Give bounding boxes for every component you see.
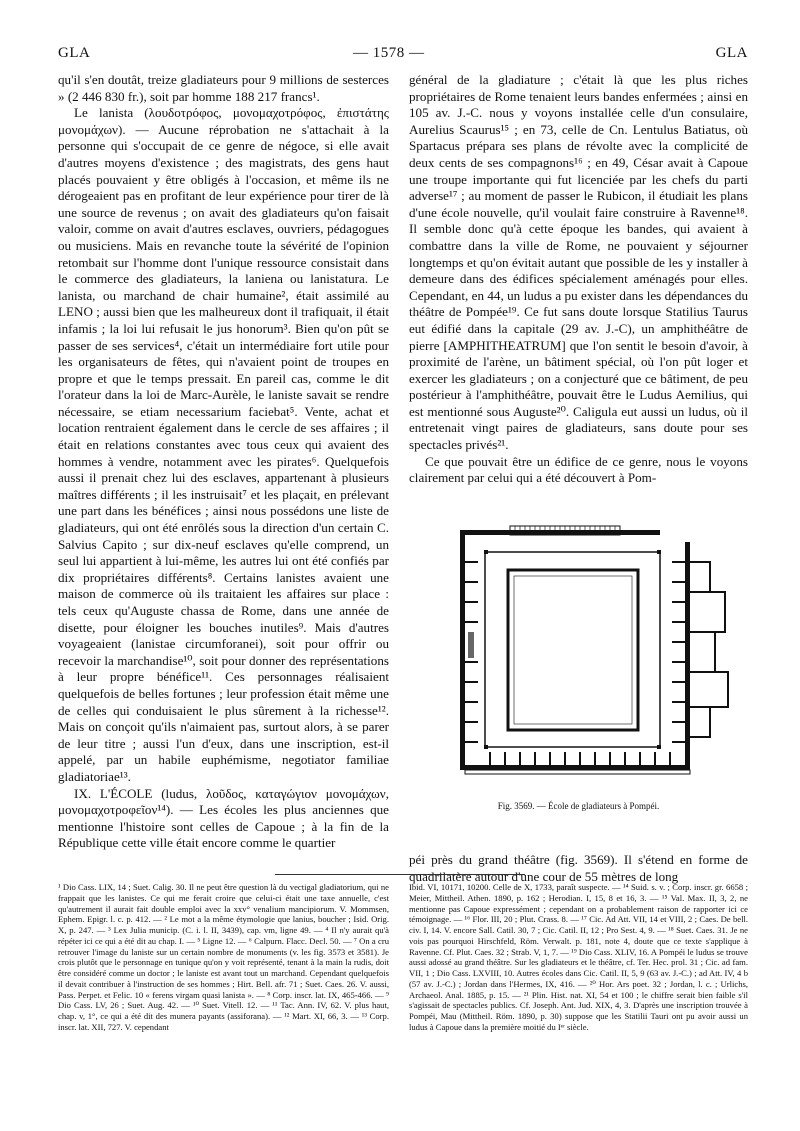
right-column xyxy=(409,72,748,487)
gladiator-school-plan-figure xyxy=(440,522,740,790)
paragraph: qu'il s'en doutât, treize gladiateurs pour 9 millions de sesterces » (2 446 830 fr.), soit par homme 188 217 francs¹. xyxy=(58,72,389,104)
running-head-left: GLA xyxy=(58,45,91,61)
figure-caption: Fig. 3569. — École de gladiateurs à Pompéi. xyxy=(497,801,660,811)
paragraph-ecole: IX. L'ÉCOLE (ludus, λοῦδος, καταγώγιον μονομάχων, μονομαχοτροφεῖον¹⁴). — Les écoles les plus anciennes que mentionne l'histoire sont celles de Capoue ; à la fin de la République cette ville était encore comme le quartier xyxy=(58,785,389,851)
right-column-continued xyxy=(409,852,748,885)
paragraph: général de la gladiature ; c'était là que les plus riches propriétaires de Rome tenaient leurs bandes enfermées ; ainsi en 105 av. J.-C. nous y voyons installée celle d'un consulaire, Aurelius Scaurus¹⁵ ; en 73, celle de Cn. Lentulus Batiatus, où Spartacus prépara ses plans de révolte avec la complicité de deux cents de ses compagnons¹⁶ ; en 49, César avait à Capoue une troupe importante qui fut licenciée par les chefs du parti adverse¹⁷ ; au moment de passer le Rubicon, il étudiait les plans d'une école nouvelle, qu'il voulait faire construire à Ravenne¹⁸. Il semble donc qu'à cette époque les bandes, qui avaient à combattre dans la ville de Rome, ne pouvaient y séjourner longtemps et qu'on évitait autant que possible de les y installer à demeure dans des édifices spécialement aménagés pour elles. Cependant, en 44, un ludus a pu exister dans les dépendances du théâtre de Pompée¹⁹. Ce fut sans doute lorsque Statilius Taurus eut édifié dans la capitale (29 av. J.-C), un amphithéâtre de pierre [AMPHITHEATRUM] que l'on sentit le besoin d'avoir, à proximité de l'arène, un bâtiment spécial, où l'on pût loger et exercer les gladiateurs ; on a conjecturé que ce bâtiment, de peu postérieur à l'amphithéâtre, pouvait être le Ludus Aemilius, qui est mentionné sous Auguste²⁰. Caligula eut aussi un ludus, où il entretenait vingt paires de gladiateurs, sans doute pour ses spectacles privés²¹. xyxy=(409,72,748,453)
page-header xyxy=(58,45,748,67)
paragraph-lanista: Le lanista (λουδοτρόφος, μονομαχοτρόφος, ἐπιστάτης μονομάχων). — Aucune réprobation ne s'attachait à la personne qui s'occupait de ce genre de négoce, si elle avait d'autres moyens d'existence ; des magistrats, des gens haut placés pouvaient y être obligés à l'occasion, et même ils ne dérogeaient pas en profitant de leur expérience pour tirer de là une source de revenus ; on avait des gladiateurs qu'on faisait valoir, comme on avait d'autres esclaves, ouvriers, pédagogues ou musiciens. Mais en revanche toute la sévérité de l'opinion retombait sur l'homme dont l'unique ressource consistait dans le commerce des gladiateurs, la laniena ou lanistatura. Le lanista, ou marchand de chair humaine², était assimilé au LENO ; aussi bien que les malheureux dont il trafiquait, il était infamis ; la loi lui refusait le jus honorum³. Bien qu'on pût se passer de ses services⁴, c'était un intermédiaire fort utile pour les organisateurs de fêtes, qui n'avaient point de troupes en propre et que le temps pressait. En pareil cas, comme le dit l'orateur dans la loi de Marc-Aurèle, le laniste savait se rendre nécessaire, se etiam necessarium faciebat⁵. Vente, achat et location rentraient également dans le cercle de ses affaires ; il était en relations constantes avec tous ceux qui avaient des hommes à vendre, notamment avec les pirates⁶. Quelquefois aussi il prenait chez lui des esclaves, appartenant à plusieurs maîtres différents ; il les instruisait⁷ et les plaçait, en prélevant une part dans les bénéfices ; ainsi nous possédons une liste de gladiateurs, qui ont été enrôlés sous la direction d'un certain C. Salvius Capito ; sur dix-neuf esclaves qu'elle comprend, un seul lui appartient à lui-même, les autres lui ont été confiés par dix propriétaires différents⁸. Certains lanistes avaient une maison de commerce où ils traitaient les affaires sur place : tels ceux qu'Auguste chassa de Rome, dans une année de disette, pour éloigner les bouches inutiles⁹. Mais d'autres voyageaient (lanistae circumforanei), soit pour offrir ou recevoir la marchandise¹⁰, soit pour donner des représentations à leur propre bénéfice¹¹. Ces personnages réalisaient quelquefois de belles fortunes ; leur profession était même une de celles qui conduisaient le plus sûrement à la richesse¹². Mais on conçoit qu'ils n'aimaient pas, surtout alors, à se parer de leur titre ; aussi l'un d'eux, dans une inscription, est-il appelé, par un habile euphémisme, negotiator familiae gladiatoriae¹³. xyxy=(58,105,389,784)
footnotes-text: ¹ Dio Cass. LIX, 14 ; Suet. Calig. 30. Il ne peut être question là du vectigal gladiatorium, qui ne frappait que les lanistes. Ce qui me ferait croire que celui-ci était une taxe annuelle, c'est qu'autrement il aurait fait double emploi avec la xxv° venalium mancipiorum. V. Mommsen, Ephem. Epigr. l. c. p. 412. — ² Le mot a la même étymologie que lanius, boucher ; Isid. Orig. X, p. 247. — ³ Lex Julia municip. (C. i. l. II, 3439), cap. vm, ligne 49. — ⁴ Il n'y aurait qu'à répéter ici ce qui a été dit au chap. I. — ⁵ Ligne 12. — ⁶ Calpurn. Flacc. Decl. 50. — ⁷ On a cru retrouver l'image du laniste sur un certain nombre de monuments (v. les fig. 3573 et 3581). Je crois plutôt que le personnage en tunique qu'on y voit représenté, tenant à la main la rudis, doit être considéré comme un doctor ; le laniste est avant tout un marchand. Cependant quelquefois il devait contribuer à l'instruction de ses hommes ; Hirt. Bell. afr. 71 ; Suet. Caes. 26. V. aussi, Pass. Perpet. et Felic. 10 « ferens virgam quasi lanista ». — ⁸ Corp. inscr. lat. IX, 465-466. — ⁹ Dio Cass. LV, 26 ; Suet. Aug. 42. — ¹⁰ Suet. Vitell. 12. — ¹¹ Tac. Ann. IV, 62. V. plus haut, chap. v, 1°, ce qui a été dit des munera payants (assiforana). — ¹² Mart. XI, 66, 3. — ¹³ Corp. inscr. lat. XII, 727. V. cependant xyxy=(58,882,389,1032)
footnote-separator xyxy=(275,874,525,875)
footnotes-text: Ibid. VI, 10171, 10200. Celle de X, 1733, paraît suspecte. — ¹⁴ Suid. s. v. ; Corp. inscr. gr. 6658 ; Meier, Mittheil. Athen. 1890, p. 162 ; Herodian. I, 15, 8 et 16, 3. — ¹⁵ Val. Max. II, 3, 2, ne mentionne pas Capoue expressément ; cependant on a probablement raison de rapporter ici ce témoignage. — ¹⁶ Flor. III, 20 ; Plut. Crass. 8. — ¹⁷ Cic. Ad Att. VII, 14 et VIII, 2 ; Caes. De bell. civ. I, 14. V. encore Sall. Catil. 30, 7 ; Cic. Catil. II, 12 ; Pro Sest. 4, 9. — ¹⁸ Suet. Caes. 31. Je ne vois pas pourquoi Hirschfeld, Röm. Verwalt. p. 181, note 4, doute que ce texte s'applique à Ravenne. Cf. Plut. Caes. 32 ; Strab. V, 1, 7. — ¹⁹ Dio Cass. XLIV, 16. A Pompéi le ludus se trouve aussi adossé au grand théâtre. Sur les gladiateurs et le théâtre, cf. Ter. Hec. prol. 31 ; Cic. ad fam. VII, 1 ; Dio Cass. LXVIII, 10. Autres écoles dans Cic. Catil. II, 5, 9 (63 av. J.-C.) ; ad Att. IV, 4 b (57 av. J.-C.) ; Jordan dans l'Hermes, IX, 416. — ²⁰ Hor. Ars poet. 32 ; Jordan, l. c. ; Urlichs, Archaeol. Anal. 1885, p. 15. — ²¹ Plin. Hist. nat. XI, 54 et 100 ; le chiffre serait bien faible s'il s'agissait de spectacles publics. Cf. Joseph. Ant. Jud. XIX, 4, 3. D'après une inscription trouvée à Pompéi, Mau (Mittheil. Röm. 1890, p. 30) suppose que les Statilii Tauri ont pu avoir aussi un ludus à Capoue dans la première moitié du Iᵉʳ siècle. xyxy=(409,882,748,1032)
footnotes-left xyxy=(58,882,389,1033)
page-number: — 1578 — xyxy=(353,45,425,61)
running-head-right: GLA xyxy=(715,45,748,61)
paragraph: péi près du grand théâtre (fig. 3569). Il s'étend en forme de quadrilatère autour d'une cour de 55 mètres de long xyxy=(409,852,748,884)
paragraph: Ce que pouvait être un édifice de ce genre, nous le voyons clairement par celui qui a été découvert à Pom- xyxy=(409,453,748,486)
left-column xyxy=(58,72,389,852)
footnotes-right xyxy=(409,882,748,1033)
